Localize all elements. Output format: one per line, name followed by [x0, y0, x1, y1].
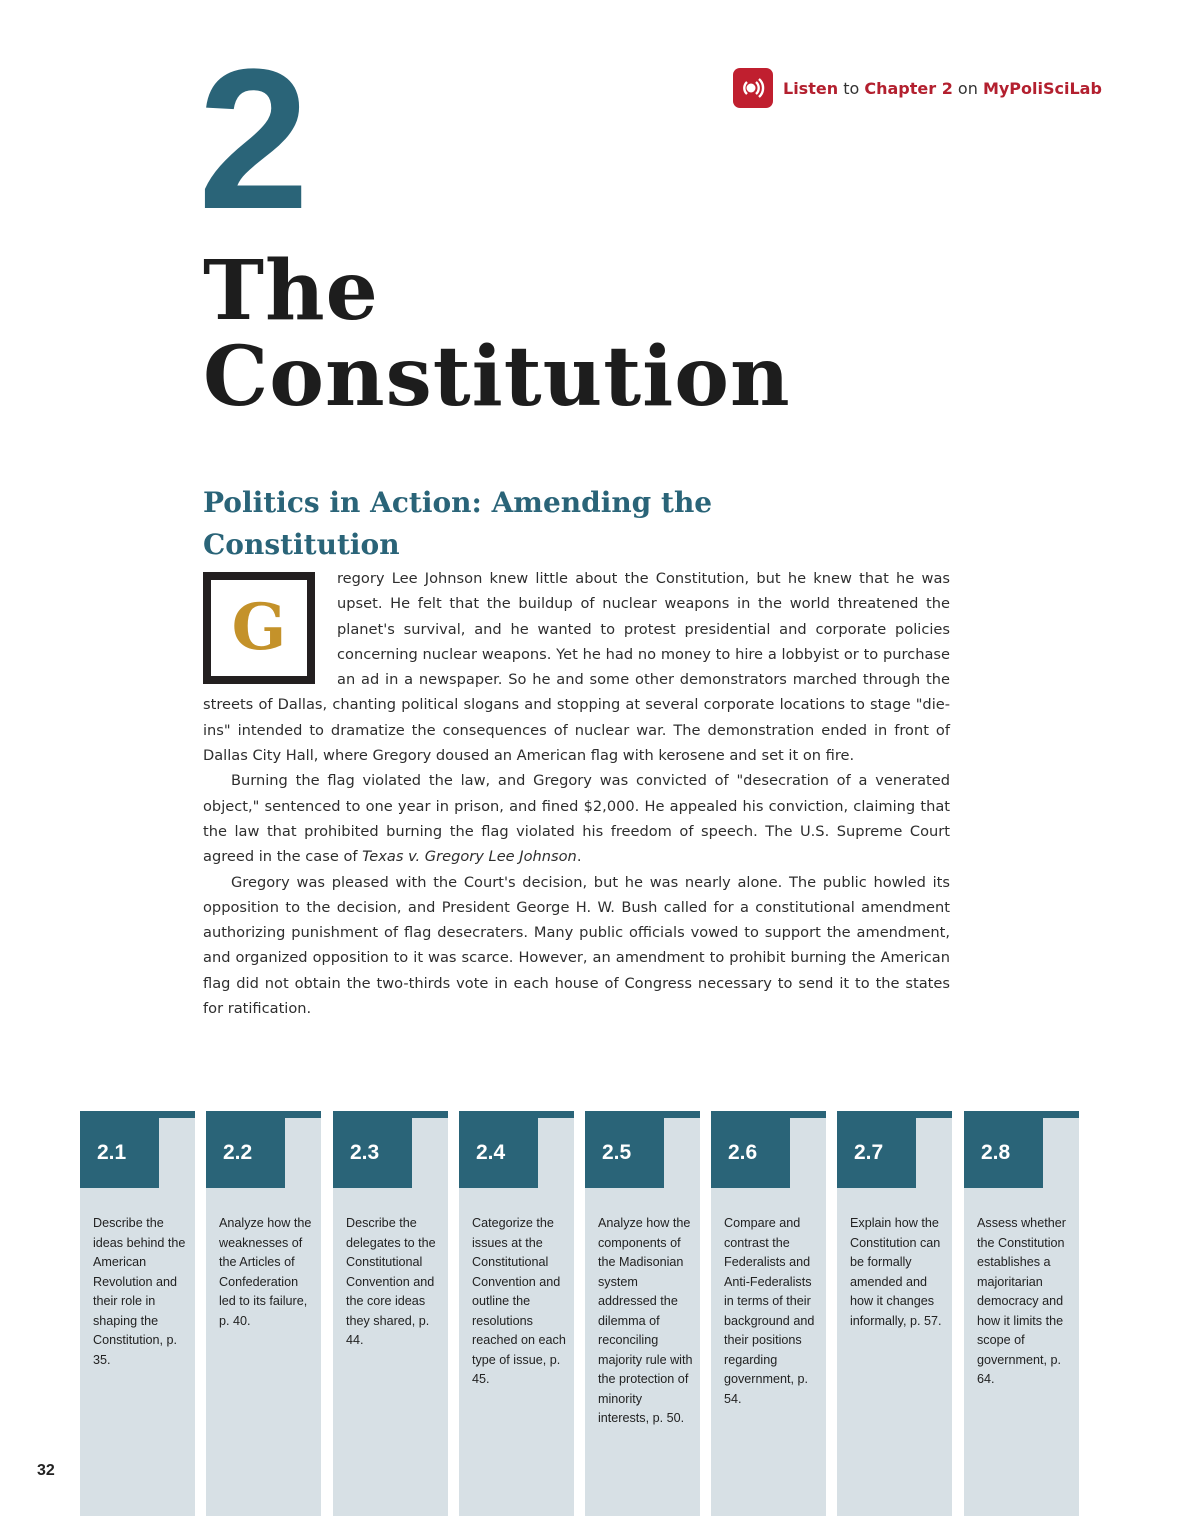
- learning-objective-2-7: [837, 1111, 952, 1516]
- objective-number: 2.3: [333, 1118, 412, 1188]
- learning-objective-2-3: [333, 1111, 448, 1516]
- paragraph-1: [203, 566, 950, 768]
- objective-number: 2.8: [964, 1118, 1043, 1188]
- paragraph-3: Gregory was pleased with the Court's decision, but he was nearly alone. The public howled its opposition to the decision, and President George H. W. Bush called for a constitutional amendment authorizing punishment of flag desecraters. Many public officials vowed to support the amendment, and organized opposition to it was scarce. However, an amendment to prohibit burning the American flag did not obtain the two-thirds vote in each house of Congress necessary to send it to the states for ratification.: [203, 873, 950, 1018]
- section-heading: Politics in Action: Amending the Constitution: [203, 486, 713, 561]
- objective-number: 2.7: [837, 1118, 916, 1188]
- chapter-number: 2: [198, 28, 306, 251]
- body-text: [203, 566, 950, 1021]
- audio-speaker-icon[interactable]: [733, 68, 773, 108]
- listen-link[interactable]: [733, 68, 1102, 108]
- objective-number: 2.2: [206, 1118, 285, 1188]
- paragraph-1-text: regory Lee Johnson knew little about the Constitution, but he knew that he was upset. He felt that the buildup of nuclear weapons in the world threatened the planet's survival, and he wanted to protest presidential and corporate policies concerning nuclear weapons. Yet he had no money to hire a lobbyist or to purchase an ad in a newspaper. So he and some other demonstrators marched through the streets of Dallas, chanting political slogans and stopping at several corporate locations to stage "die-ins" intended to dramatize the consequences of nuclear war. The demonstration ended in front of Dallas City Hall, where Gregory doused an American flag with kerosene and set it on fire.: [203, 570, 950, 765]
- objective-text: Compare and contrast the Federalists and Anti-Federalists in terms of their background and their positions regarding government, p. 54.: [724, 1216, 815, 1406]
- listen-to: to: [843, 78, 860, 98]
- learning-objective-2-5: [585, 1111, 700, 1516]
- learning-objective-2-1: [80, 1111, 195, 1516]
- objective-number: 2.6: [711, 1118, 790, 1188]
- listen-label[interactable]: Listen: [783, 78, 839, 98]
- objective-text: Explain how the Constitution can be formally amended and how it changes informally, p. 57.: [850, 1216, 942, 1328]
- learning-objective-2-4: [459, 1111, 574, 1516]
- objective-number: 2.5: [585, 1118, 664, 1188]
- listen-platform[interactable]: MyPoliSciLab: [982, 78, 1102, 98]
- objective-text: Describe the delegates to the Constitutional Convention and the core ideas they shared, p. 44.: [346, 1216, 436, 1347]
- objective-number: 2.1: [80, 1118, 159, 1188]
- learning-objective-2-6: [711, 1111, 826, 1516]
- learning-objective-2-8: [964, 1111, 1079, 1516]
- objective-text: Analyze how the weaknesses of the Articles of Confederation led to its failure, p. 40.: [219, 1216, 312, 1328]
- case-name: Texas v. Gregory Lee Johnson: [362, 848, 577, 866]
- objective-number: 2.4: [459, 1118, 538, 1188]
- listen-chapter-label[interactable]: Chapter 2: [864, 78, 953, 98]
- case-suffix: .: [576, 848, 582, 866]
- drop-cap: G: [203, 572, 315, 684]
- chapter-title: [203, 243, 791, 425]
- objective-text: Assess whether the Constitution establishes a majoritarian democracy and how it limits the scope of government, p. 64.: [977, 1216, 1066, 1386]
- objective-text: Categorize the issues at the Constitutional Convention and outline the resolutions reached on each type of issue, p. 45.: [472, 1216, 566, 1386]
- page-number: 32: [37, 1462, 55, 1479]
- listen-on: on: [957, 78, 978, 98]
- chapter-title-line1: The: [203, 243, 379, 339]
- chapter-title-line2: Constitution: [203, 329, 791, 425]
- objective-text: Analyze how the components of the Madisonian system addressed the dilemma of reconciling majority rule with the protection of minority interests, p. 50.: [598, 1216, 693, 1425]
- learning-objective-2-2: [206, 1111, 321, 1516]
- paragraph-2: [203, 768, 950, 869]
- objective-text: Describe the ideas behind the American Revolution and their role in shaping the Constitution, p. 35.: [93, 1216, 186, 1367]
- paragraph-2-text: Burning the flag violated the law, and Gregory was convicted of "desecration of a venerated object," sentenced to one year in prison, and fined $2,000. He appealed his conviction, claiming that the law that prohibited burning the flag violated his freedom of speech. The U.S. Supreme Court agreed in the case of: [203, 772, 950, 866]
